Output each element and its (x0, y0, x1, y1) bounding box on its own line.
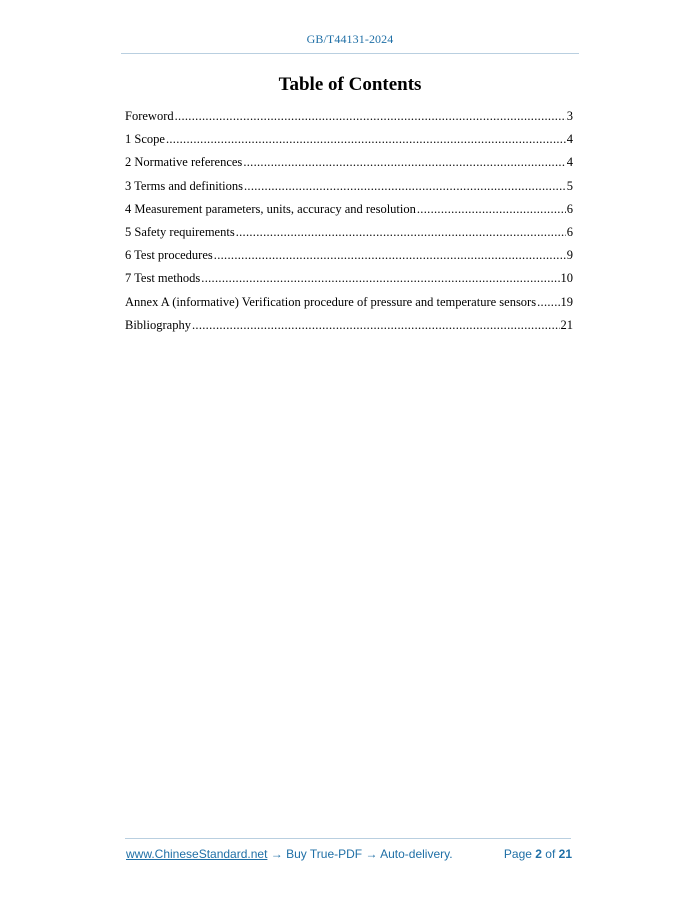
toc-entry-annex-a[interactable] (125, 295, 573, 318)
toc-entry-page: 4 (566, 155, 573, 170)
page-number-current: 2 (535, 847, 542, 861)
toc-entry-label: 1 Scope (125, 132, 165, 147)
toc-entry-page: 9 (566, 248, 573, 263)
toc-entry-label: 6 Test procedures (125, 248, 213, 263)
toc-entry-measurement-parameters[interactable] (125, 202, 573, 225)
toc-entry-page: 19 (560, 294, 573, 309)
toc-dot-leader (417, 202, 566, 217)
toc-dot-leader (243, 155, 565, 170)
website-link[interactable]: www.ChineseStandard.net (126, 847, 268, 861)
footer-promo-text: → Buy True-PDF → Auto-delivery. (267, 847, 453, 861)
toc-entry-label: 7 Test methods (125, 271, 201, 286)
page-footer (126, 847, 572, 863)
toc-entry-test-methods[interactable] (125, 271, 573, 294)
page-header-code: GB/T44131-2024 (306, 32, 394, 46)
toc-dot-leader (244, 179, 566, 194)
toc-entry-page: 4 (566, 132, 573, 147)
footer-promo (126, 847, 453, 861)
toc-dot-leader (175, 109, 566, 124)
toc-entry-label: Annex A (informative) Verification procedure of pressure and temperature sensors (125, 294, 537, 309)
toc-entry-page: 6 (566, 201, 573, 216)
toc-entry-page: 3 (566, 109, 573, 123)
page-number-of: of (541, 847, 559, 861)
header-divider (121, 53, 579, 54)
toc-entry-label: 3 Terms and definitions (125, 178, 243, 193)
toc-title: Table of Contents (278, 74, 422, 95)
toc-entry-label: 5 Safety requirements (125, 224, 235, 239)
toc-list (125, 109, 573, 341)
toc-entry-safety-requirements[interactable] (125, 225, 573, 248)
toc-dot-leader (214, 248, 566, 263)
footer-divider (125, 838, 571, 839)
toc-dot-leader (201, 271, 559, 286)
toc-entry-page: 21 (560, 317, 573, 332)
toc-entry-bibliography[interactable] (125, 318, 573, 341)
page-number-total: 21 (558, 847, 572, 861)
toc-entry-scope[interactable] (125, 132, 573, 155)
toc-dot-leader (236, 225, 566, 240)
toc-entry-label: Bibliography (125, 317, 191, 332)
toc-entry-page: 6 (566, 224, 573, 239)
toc-entry-normative-references[interactable] (125, 155, 573, 178)
toc-dot-leader (537, 295, 559, 310)
toc-entry-page: 10 (560, 271, 573, 286)
toc-entry-test-procedures[interactable] (125, 248, 573, 271)
toc-dot-leader (166, 132, 566, 147)
toc-entry-label: 4 Measurement parameters, units, accuracy and resolution (125, 201, 416, 216)
toc-dot-leader (192, 318, 560, 333)
toc-entry-foreword[interactable] (125, 109, 573, 132)
page-number-prefix: Page (503, 847, 536, 861)
toc-entry-label: 2 Normative references (125, 155, 243, 170)
toc-entry-page: 5 (566, 178, 573, 193)
page-number (504, 847, 572, 861)
toc-entry-label: Foreword (125, 109, 174, 123)
toc-entry-terms-and-definitions[interactable] (125, 179, 573, 202)
